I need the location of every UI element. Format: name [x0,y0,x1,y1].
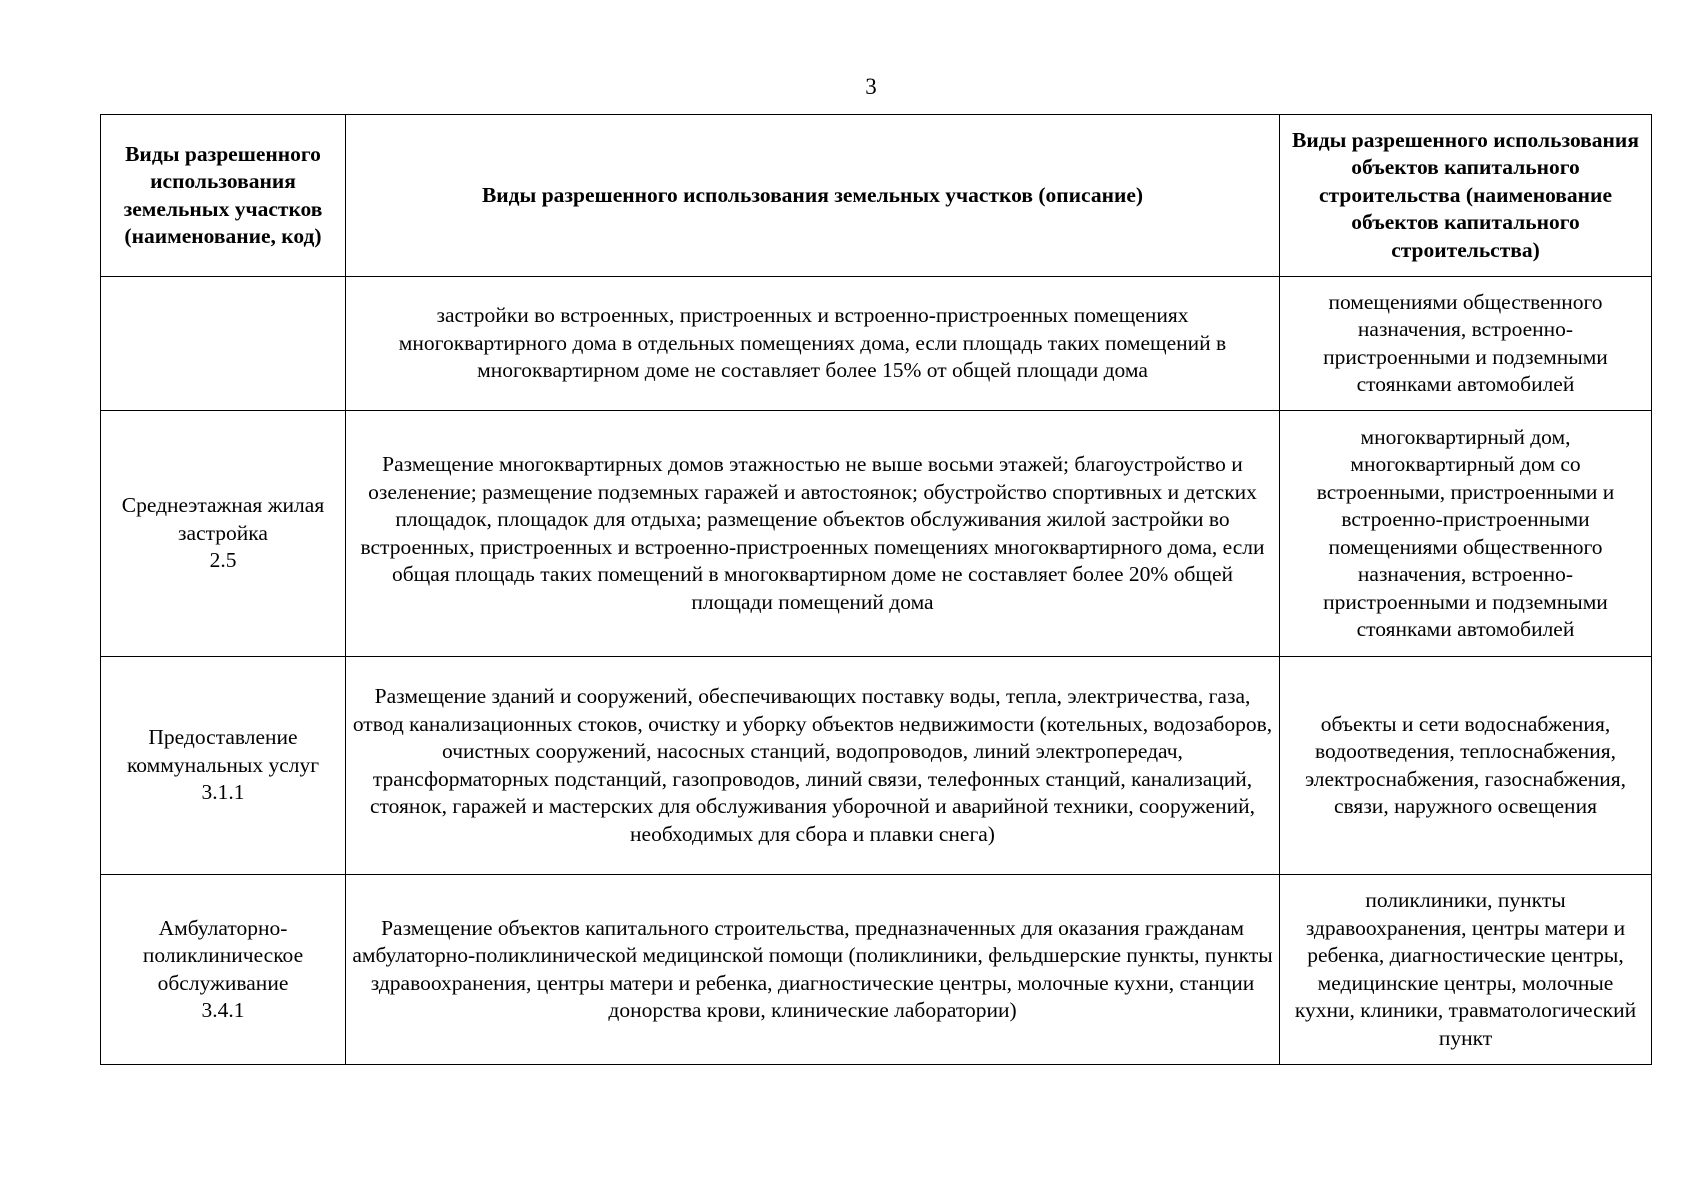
page-number: 3 [865,74,877,99]
row-objects: объекты и сети водоснабжения, водоотведения, теплоснабжения, электроснабжения, газоснабжения, связи, наружного освещения [1280,657,1652,875]
land-use-table [100,114,1652,1065]
row-name-cell [101,657,346,875]
table-row [101,875,1652,1065]
row-code: 3.1.1 [201,780,245,805]
row-description: Размещение зданий и сооружений, обеспечивающих поставку воды, тепла, электричества, газа, отвод канализационных стоков, очистку и уборку объектов недвижимости (котельных, водозаборов, очистных сооружений, насосных станций, водопроводов, линий электропередач, трансформаторных подстанций, газопроводов, линий связи, телефонных станций, канализаций, стоянок, гаражей и мастерских для обслуживания уборочной и аварийной техники, сооружений, необходимых для сбора и плавки снега) [346,657,1280,875]
row-objects: многоквартирный дом, многоквартирный дом со встроенными, пристроенными и встроенно-пристроенными помещениями общественного назначения, встроенно-пристроенными и подземными стоянками автомобилей [1280,411,1652,657]
row-name: Предоставление коммунальных услуг [126,725,320,777]
header-land-use-name-code: Виды разрешенного использования земельных участков (наименование, код) [101,115,346,277]
row-description: Размещение многоквартирных домов этажностью не выше восьми этажей; благоустройство и озеленение; размещение подземных гаражей и автостоянок; обустройство спортивных и детских площадок, площадок для отдыха; размещение объектов обслуживания жилой застройки во встроенных, пристроенных и встроенно-пристроенных помещениях многоквартирного дома, если общая площадь таких помещений в многоквартирном доме не составляет более 20% общей площади помещений дома [346,411,1280,657]
row-objects: поликлиники, пункты здравоохранения, центры матери и ребенка, диагностические центры, медицинские центры, молочные кухни, клиники, травматологический пункт [1280,875,1652,1065]
table-header-row [101,115,1652,277]
row-description: застройки во встроенных, пристроенных и встроенно-пристроенных помещениях многоквартирного дома в отдельных помещениях дома, если площадь таких помещений в многоквартирном доме не составляет более 15% от общей площади дома [346,277,1280,411]
row-objects: помещениями общественного назначения, встроенно-пристроенными и подземными стоянками автомобилей [1280,277,1652,411]
table-row [101,277,1652,411]
table-row [101,657,1652,875]
row-name-cell [101,277,346,411]
row-name: Среднеэтажная жилая застройка [121,493,325,545]
header-capital-construction-objects: Виды разрешенного использования объектов капитального строительства (наименование объектов капитального строительства) [1280,115,1652,277]
row-code: 3.4.1 [201,998,245,1022]
table-row [101,411,1652,657]
row-description: Размещение объектов капитального строительства, предназначенных для оказания гражданам амбулаторно-поликлинической медицинской помощи (поликлиники, фельдшерские пункты, пункты здравоохранения, центры матери и ребенка, диагностические центры, молочные кухни, станции донорства крови, клинические лаборатории) [346,875,1280,1065]
row-code: 2.5 [209,548,237,573]
row-name-cell [101,411,346,657]
row-name: Амбулаторно-поликлиническое обслуживание [142,915,304,995]
header-land-use-description: Виды разрешенного использования земельных участков (описание) [346,115,1280,277]
row-name-cell [101,875,346,1065]
